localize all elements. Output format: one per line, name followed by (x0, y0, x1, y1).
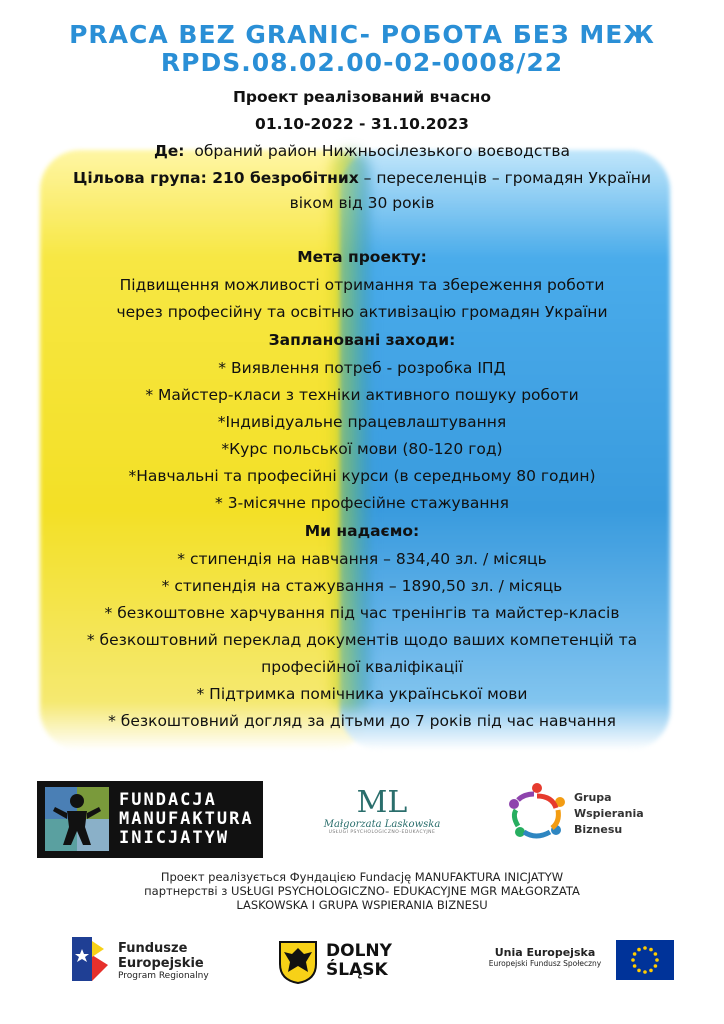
eu-flag-icon (616, 940, 674, 980)
where-label: Де: (153, 142, 185, 160)
offer-item: * стипендія на навчання – 834,40 зл. / місяць (177, 550, 547, 568)
planned-item: *Курс польської мови (80-120 год) (221, 440, 503, 458)
planned-item: *Індивідуальне працевлаштування (217, 413, 507, 431)
eagle-shield-icon (278, 940, 318, 984)
planned-heading: Заплановані заходи: (268, 331, 456, 349)
fe-line-1: Fundusze (118, 941, 188, 956)
fmi-line-2: MANUFAKTURA (119, 809, 254, 829)
puzzle-icon (45, 787, 109, 851)
fmi-line-1: FUNDACJA (119, 790, 217, 810)
eu-line-1: Unia Europejska (494, 946, 596, 959)
offer-heading: Ми надаємо: (304, 522, 420, 540)
offer-item: * стипендія на стажування – 1890,50 зл. / місяць (161, 577, 563, 595)
goal-heading: Мета проекту: (297, 248, 427, 266)
offer-item: професійної кваліфікації (261, 658, 463, 676)
partner-text (0, 870, 724, 912)
where-value: обраний район Нижньосілезького воєводства (194, 142, 571, 160)
goal-line-2: через професійну та освітню активізацію громадян України (116, 303, 608, 321)
ml-name: Małgorzata Laskowska (323, 819, 441, 830)
gwb-line-2: Wspierania (574, 807, 644, 820)
gwb-line-3: Biznesu (574, 823, 623, 836)
project-dates: 01.10-2022 - 31.10.2023 (255, 115, 469, 133)
target-age: віком від 30 років (289, 194, 435, 212)
ds-line-2: ŚLĄSK (326, 960, 388, 980)
title-line-1: PRACA BEZ GRANIC- РОБОТА БЕЗ МЕЖ (69, 20, 655, 49)
malgorzata-laskowska-logo (312, 787, 452, 847)
offer-item: * безкоштовний догляд за дітьми до 7 років під час навчання (108, 712, 616, 730)
fe-star-icon (70, 935, 110, 983)
partner-line-1: Проект реалізується Фундацією Fundację MANUFAKTURA INICJATYW (160, 870, 564, 884)
fundusze-europejskie-logo (70, 935, 240, 995)
partner-line-3: LASKOWSKA I GRUPA WSPIERANIA BIZNESU (236, 898, 488, 912)
grupa-wspierania-biznesu-logo (506, 780, 646, 846)
fe-line-3: Program Regionalny (118, 971, 209, 981)
offer-item: * безкоштовний переклад документів щодо ваших компетенцій та (86, 631, 638, 649)
partner-line-2: партнерстві з USŁUGI PSYCHOLOGICZNO- EDUKACYJNE MGR MAŁGORZATA (144, 884, 580, 898)
title-line-2: RPDS.08.02.00-02-0008/22 (160, 48, 564, 77)
fe-line-2: Europejskie (118, 956, 204, 971)
fmi-line-3: INICJATYW (119, 828, 230, 848)
target-label: Цільова група: 210 безробітних (72, 169, 359, 187)
planned-item: * 3-місячне професійне стажування (215, 494, 509, 512)
where-line (0, 138, 724, 164)
planned-item: * Виявлення потреб - розробка ІПД (218, 359, 506, 377)
planned-item: * Майстер-класи з техніки активного пошуку роботи (145, 386, 579, 404)
people-circle-icon (506, 782, 568, 844)
ml-monogram: ML (356, 785, 408, 820)
ds-line-1: DOLNY (326, 941, 392, 961)
fundacja-manufaktura-logo (37, 781, 263, 858)
dolny-slask-logo (278, 940, 418, 990)
target-line (0, 165, 724, 191)
target-value: – переселенців – громадян України (358, 169, 652, 187)
ml-subtitle: USŁUGI PSYCHOLOGICZNO-EDUKACYJNE (328, 830, 436, 835)
goal-line-1: Підвищення можливості отримання та збереження роботи (119, 276, 605, 294)
unia-europejska-logo (480, 940, 680, 985)
planned-item: *Навчальні та професійні курси (в середньому 80 годин) (128, 467, 596, 485)
offer-item: * Підтримка помічника української мови (196, 685, 528, 703)
gwb-line-1: Grupa (574, 791, 612, 804)
on-time-text: Проект реалізований вчасно (232, 88, 492, 106)
offer-item: * безкоштовне харчування під час тренінгів та майстер-класів (104, 604, 620, 622)
eu-line-2: Europejski Fundusz Społeczny (488, 959, 602, 968)
